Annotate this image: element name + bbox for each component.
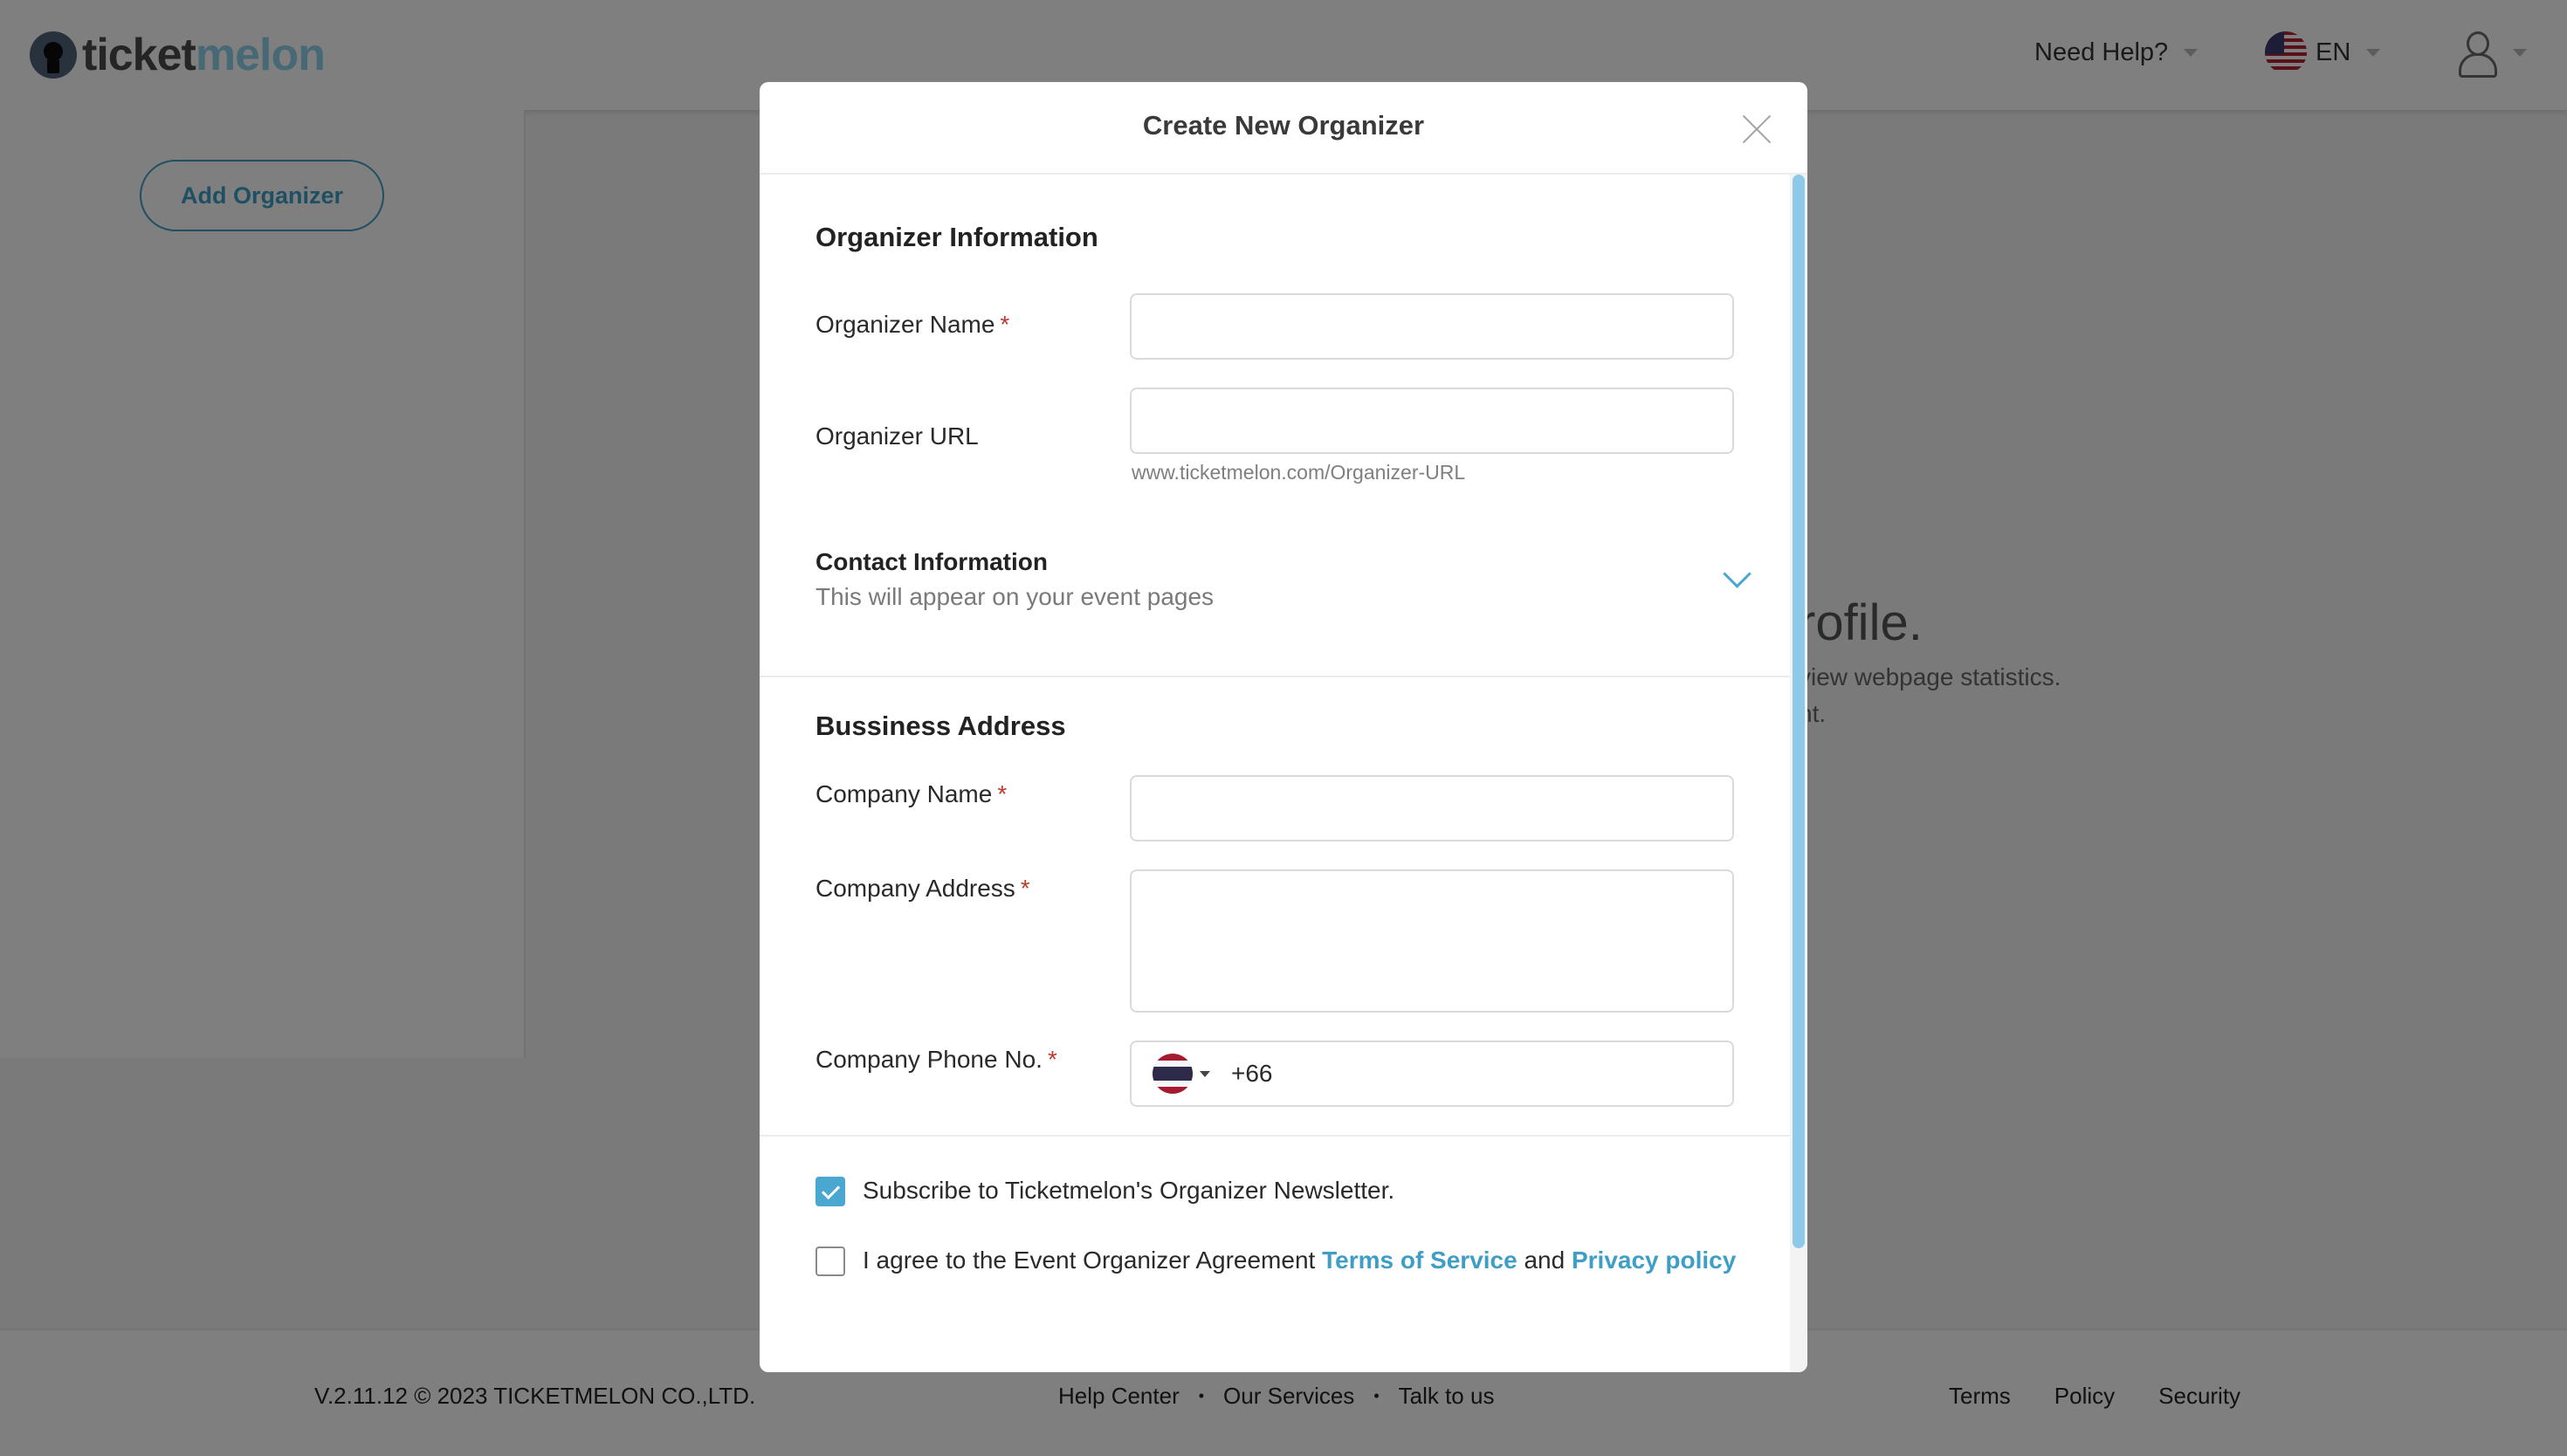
organizer-url-hint: www.ticketmelon.com/Organizer-URL (1132, 461, 1466, 484)
organizer-name-input[interactable] (1130, 293, 1734, 360)
section-divider (760, 1135, 1790, 1137)
organizer-information-heading: Organizer Information (816, 222, 1098, 252)
modal-scrollbar-thumb[interactable] (1793, 175, 1805, 1248)
modal-scrollbar[interactable] (1790, 175, 1807, 1372)
modal-title: Create New Organizer (1142, 110, 1425, 141)
required-marker: * (1000, 311, 1010, 338)
terms-of-service-link[interactable]: Terms of Service (1322, 1247, 1517, 1274)
contact-information-heading[interactable]: Contact Information (816, 548, 1048, 575)
newsletter-checkbox[interactable] (816, 1177, 845, 1206)
company-address-label-text: Company Address (816, 875, 1015, 902)
contact-information-subtitle: This will appear on your event pages (816, 583, 1215, 610)
company-address-label (816, 875, 1030, 903)
organizer-name-label (816, 311, 1009, 339)
organizer-name-label-text: Organizer Name (816, 311, 995, 338)
agreement-prefix: I agree to the Event Organizer Agreement (863, 1247, 1316, 1274)
company-phone-label (816, 1046, 1057, 1074)
company-name-label-text: Company Name (816, 780, 993, 807)
country-caret-down-icon[interactable] (1200, 1071, 1210, 1077)
company-phone-label-text: Company Phone No. (816, 1046, 1043, 1073)
organizer-url-input[interactable] (1130, 388, 1734, 454)
newsletter-label[interactable]: Subscribe to Ticketmelon's Organizer Newsletter. (863, 1177, 1395, 1204)
thailand-flag-icon[interactable] (1153, 1054, 1193, 1094)
required-marker: * (997, 780, 1008, 807)
modal-header (760, 82, 1807, 175)
company-phone-input[interactable] (1130, 1040, 1734, 1107)
close-icon[interactable] (1741, 113, 1772, 145)
agreement-label (863, 1243, 1745, 1278)
required-marker: * (1020, 875, 1030, 902)
create-organizer-modal (760, 82, 1807, 1372)
company-name-input[interactable] (1130, 775, 1734, 841)
phone-country-code: +66 (1231, 1060, 1273, 1087)
privacy-policy-link[interactable]: Privacy policy (1571, 1247, 1737, 1274)
agreement-and: and (1524, 1247, 1566, 1274)
agreement-checkbox[interactable] (816, 1247, 845, 1276)
company-address-textarea[interactable] (1130, 869, 1734, 1013)
organizer-url-label: Organizer URL (816, 422, 979, 450)
business-address-heading: Bussiness Address (816, 711, 1066, 741)
section-divider (760, 676, 1790, 677)
company-name-label (816, 780, 1007, 808)
required-marker: * (1047, 1046, 1057, 1073)
chevron-down-icon[interactable] (1724, 564, 1751, 592)
